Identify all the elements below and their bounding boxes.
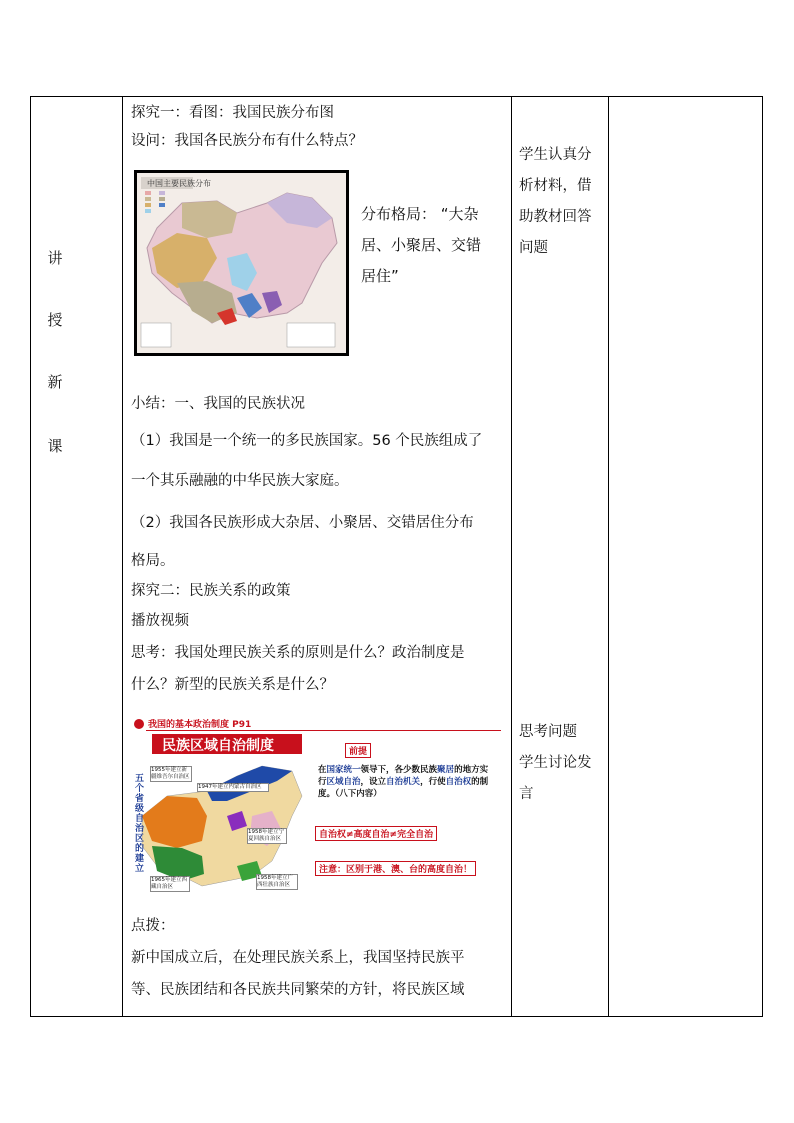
inquiry-one: 探究一：看图：我国民族分布图 bbox=[131, 105, 334, 121]
activity-text: 学生认真分 bbox=[519, 147, 592, 163]
inquiry-two: 探究二：民族关系的政策 bbox=[131, 583, 291, 599]
desc-part: 自治机关 bbox=[386, 777, 421, 787]
activity-column bbox=[512, 97, 608, 1016]
label-ningxia: 1958年建立宁夏回族自治区 bbox=[247, 828, 287, 844]
ethnic-distribution-map bbox=[134, 170, 349, 356]
hint-title: 点拨： bbox=[131, 918, 175, 934]
think-question: 什么？新型的民族关系是什么？ bbox=[131, 677, 334, 693]
regional-autonomy-slide bbox=[132, 716, 501, 910]
slide-header-rule bbox=[146, 730, 501, 731]
desc-part: 在 bbox=[318, 765, 327, 775]
label-neimeng: 1947年建立内蒙古自治区 bbox=[197, 783, 269, 792]
activity-text: 析材料，借 bbox=[519, 178, 592, 194]
map-caption-line: 分布格局： “大杂 bbox=[361, 205, 479, 223]
desc-part: 区域自治 bbox=[326, 777, 361, 787]
activity-text: 言 bbox=[519, 786, 534, 802]
party-emblem-icon bbox=[134, 719, 144, 729]
summary-paragraph: 一个其乐融融的中华民族大家庭。 bbox=[131, 473, 349, 489]
lesson-table bbox=[30, 96, 763, 1017]
slide-title-box bbox=[152, 734, 302, 754]
map-title: 中国主要民族分布 bbox=[147, 179, 211, 188]
hint-paragraph: 等、民族团结和各民族共同繁荣的方针，将民族区域 bbox=[131, 982, 465, 998]
map-caption-line: 居、小聚居、交错 bbox=[361, 236, 482, 254]
map-drawing bbox=[137, 173, 346, 353]
think-question: 思考：我国处理民族关系的原则是什么？政治制度是 bbox=[131, 645, 465, 661]
label-xizang: 1965年建立西藏自治区 bbox=[150, 876, 190, 892]
column-divider bbox=[608, 97, 609, 1016]
desc-part: ，行使 bbox=[420, 777, 446, 787]
label-xinjiang: 1955年建立新疆维吾尔自治区 bbox=[150, 766, 192, 782]
autonomy-description bbox=[318, 764, 496, 800]
premise-tag: 前提 bbox=[345, 743, 371, 758]
label-guangxi: 1958年建立广西壮族自治区 bbox=[256, 874, 298, 890]
stage-char: 新 bbox=[47, 373, 63, 391]
summary-paragraph: 格局。 bbox=[131, 553, 175, 569]
desc-part: 自治权 bbox=[445, 777, 472, 787]
activity-text: 助教材回答 bbox=[519, 209, 592, 225]
note-box: 注意：区别于港、澳、台的高度自治！ bbox=[315, 861, 476, 876]
desc-part: ，设立 bbox=[360, 777, 387, 787]
stage-char: 授 bbox=[47, 311, 63, 329]
stage-column bbox=[31, 97, 122, 1016]
desc-part: 国家统一 bbox=[326, 765, 361, 775]
activity-text: 问题 bbox=[519, 240, 548, 256]
summary-paragraph: （1）我国是一个统一的多民族国家。56 个民族组成了 bbox=[131, 433, 483, 449]
desc-part: 聚居 bbox=[437, 765, 455, 775]
activity-text: 学生讨论发 bbox=[519, 755, 592, 771]
activity-text: 思考问题 bbox=[519, 724, 577, 740]
hint-paragraph: 新中国成立后，在处理民族关系上，我国坚持民族平 bbox=[131, 950, 465, 966]
summary-title: 小结：一、我国的民族状况 bbox=[131, 396, 305, 412]
summary-paragraph: （2）我国各民族形成大杂居、小聚居、交错居住分布 bbox=[131, 515, 474, 531]
slide-title: 民族区域自治制度 bbox=[162, 738, 274, 754]
desc-part: 的 bbox=[454, 765, 463, 775]
stage-char: 讲 bbox=[47, 249, 63, 267]
map-caption-line: 居住” bbox=[361, 267, 399, 285]
play-video-text: 播放视频 bbox=[131, 613, 189, 629]
question-one: 设问：我国各民族分布有什么特点？ bbox=[131, 133, 363, 149]
desc-part: 领导下，各少数民族 bbox=[360, 765, 438, 775]
desc-part: 的制度。（八下内容） bbox=[318, 777, 489, 799]
slide-header: 我国的基本政治制度 P91 bbox=[148, 720, 252, 730]
stage-char: 课 bbox=[47, 437, 63, 455]
slide-side-text: 五个省级自治区的建立 bbox=[135, 774, 145, 874]
neq-box: 自治权≠高度自治≠完全自治 bbox=[315, 826, 437, 841]
desc-part: 地方实行 bbox=[318, 765, 489, 787]
